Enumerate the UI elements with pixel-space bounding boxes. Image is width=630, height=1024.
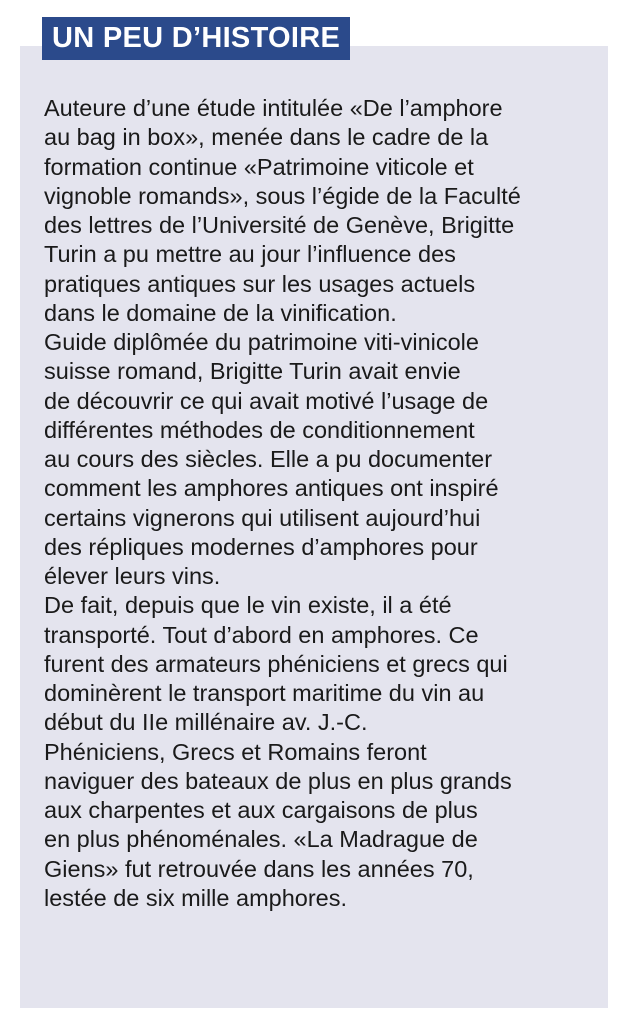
text-line: transporté. Tout d’abord en amphores. Ce [44, 621, 479, 648]
text-line: formation continue «Patrimoine viticole et [44, 153, 474, 180]
text-line: élever leurs vins. [44, 563, 221, 589]
text-line: naviguer des bateaux de plus en plus grands [44, 767, 512, 794]
text-line: aux charpentes et aux cargaisons de plus [44, 797, 478, 823]
text-line: au cours des siècles. Elle a pu documenter [44, 446, 493, 472]
text-line: au bag in box», menée dans le cadre de la [44, 124, 489, 151]
text-line: suisse romand, Brigitte Turin avait envie [44, 358, 461, 385]
text-line: des lettres de l’Université de Genève, Brigitte [44, 212, 515, 238]
text-line: en plus phénoménales. «La Madrague de [44, 826, 478, 853]
text-line: Giens» fut retrouvée dans les années 70, [44, 855, 474, 882]
text-line: De fait, depuis que le vin existe, il a été [44, 592, 452, 619]
text-line: dominèrent le transport maritime du vin au [44, 680, 485, 706]
text-line: de découvrir ce qui avait motivé l’usage de [44, 387, 489, 414]
text-line: dans le domaine de la vinification. [44, 299, 397, 326]
text-line: différentes méthodes de conditionnement [44, 416, 475, 443]
section-heading: UN PEU D’HISTOIRE [42, 17, 350, 60]
text-line: Turin a pu mettre au jour l’influence des [44, 241, 456, 268]
text-line: vignoble romands», sous l’égide de la Faculté [44, 182, 521, 209]
text-line: comment les amphores antiques ont inspiré [44, 475, 499, 502]
text-line: pratiques antiques sur les usages actuels [44, 270, 476, 297]
body-text [44, 94, 600, 913]
text-line: certains vignerons qui utilisent aujourd’hui [44, 504, 481, 531]
text-line: lestée de six mille amphores. [44, 884, 348, 911]
text-line: Phéniciens, Grecs et Romains feront [44, 738, 427, 765]
text-line: furent des armateurs phéniciens et grecs qui [44, 650, 508, 677]
text-line: début du IIe millénaire av. J.-C. [44, 709, 368, 736]
text-line: Guide diplômée du patrimoine viti-vinicole [44, 329, 479, 355]
text-line: Auteure d’une étude intitulée «De l’amphore [44, 95, 503, 121]
text-line: des répliques modernes d’amphores pour [44, 533, 478, 560]
